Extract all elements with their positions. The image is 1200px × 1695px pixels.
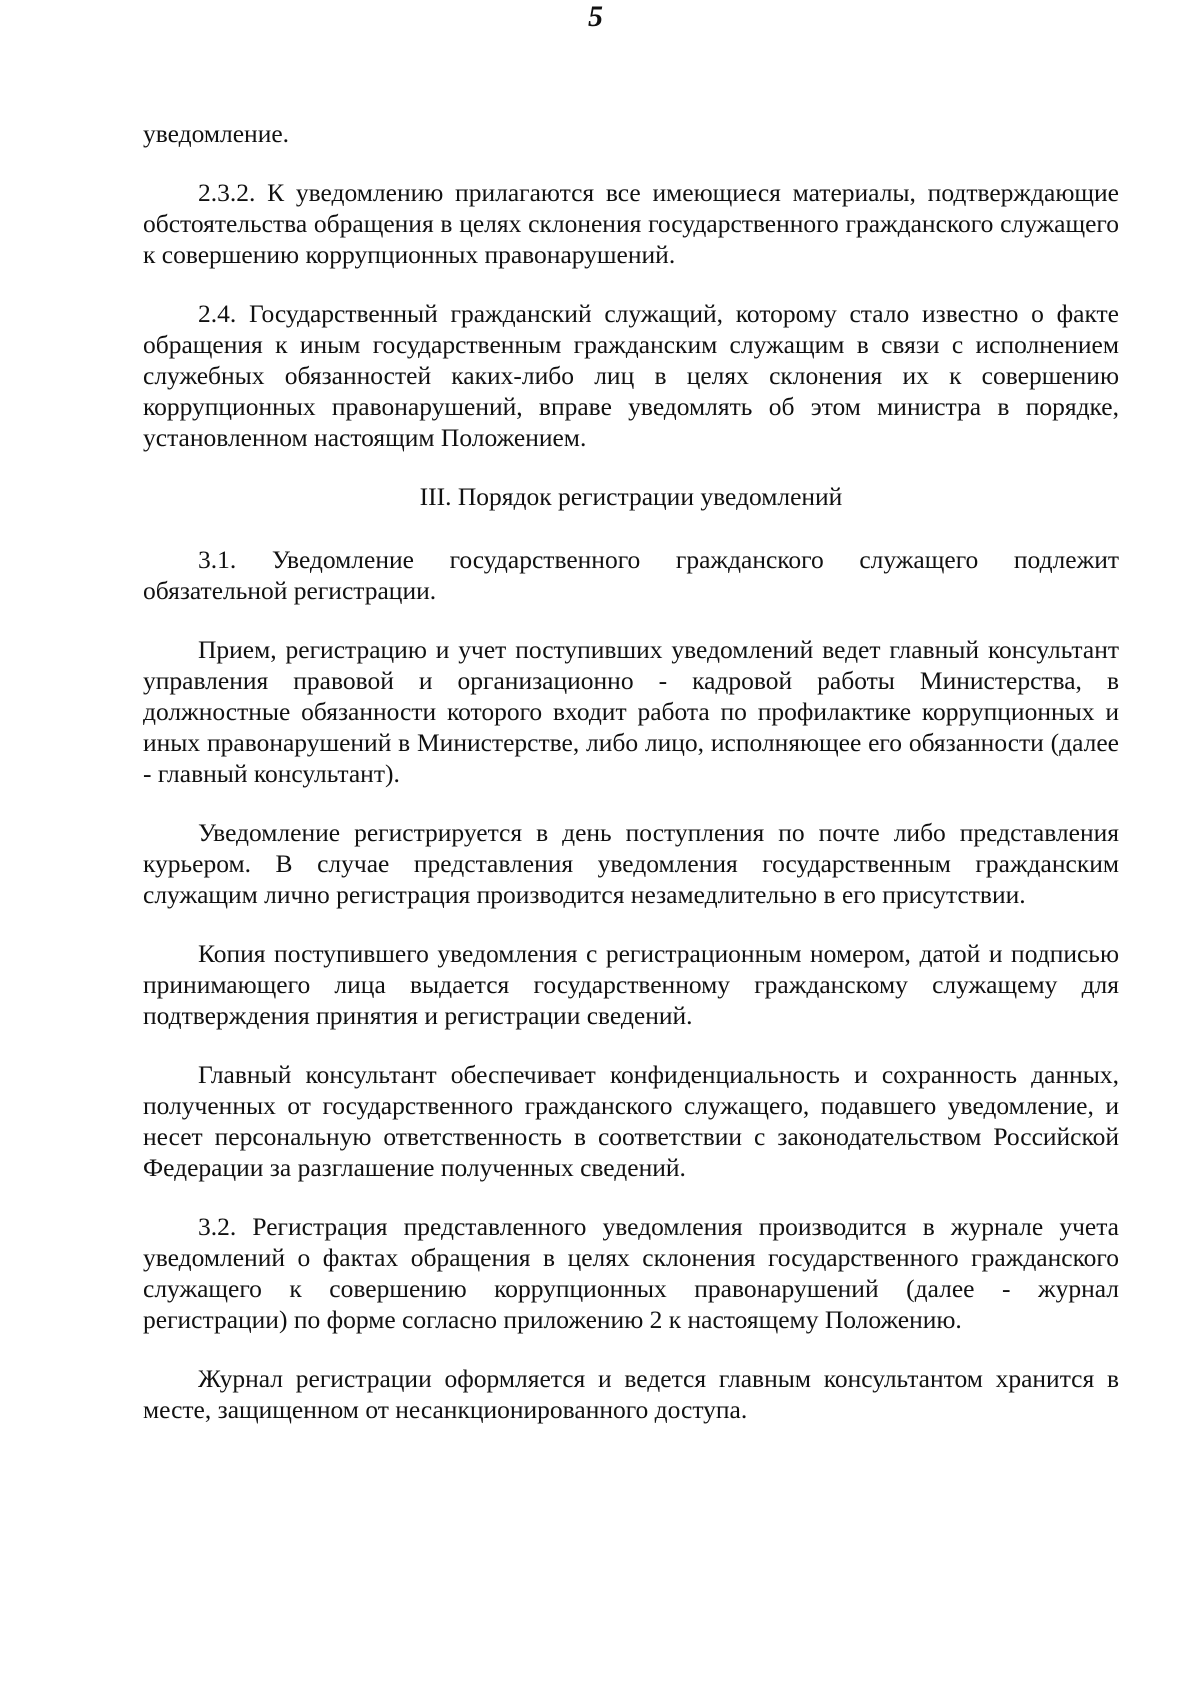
paragraph-continuation: уведомление. <box>143 119 290 148</box>
section-heading: III. Порядок регистрации уведомлений <box>419 482 843 511</box>
paragraph-confidentiality: Главный консультант обеспечивает конфиденциальность и сохранность данных, полученных от государственного гражданского служащего, подавшего уведомление, и несет персональную ответственность в соответствии с законодательством Российской Федерации за разглашение полученных сведений. <box>143 1060 1119 1182</box>
paragraph-3-2: 3.2. Регистрация представленного уведомления производится в журнале учета уведомлений о фактах обращения в целях склонения государственного гражданского служащего к совершению коррупционных правонарушений (далее - журнал регистрации) по форме согласно приложению 2 к настоящему Положению. <box>143 1212 1119 1334</box>
paragraph-3-1: 3.1. Уведомление государственного гражданского служащего подлежит обязательной регистрации. <box>143 545 1119 605</box>
paragraph-2-4: 2.4. Государственный гражданский служащий, которому стало известно о факте обращения к иным государственным гражданским служащим в связи с исполнением служебных обязанностей каких-либо лиц в целях склонения их к совершению коррупционных правонарушений, вправе уведомлять об этом министра в порядке, установленном настоящим Положением. <box>143 299 1119 452</box>
paragraph-copy: Копия поступившего уведомления с регистрационным номером, датой и подписью принимающего лица выдается государственному гражданскому служащему для подтверждения принятия и регистрации сведений. <box>143 939 1119 1030</box>
paragraph-reception: Прием, регистрацию и учет поступивших уведомлений ведет главный консультант управления правовой и организационно - кадровой работы Министерства, в должностные обязанности которого входит работа по профилактике коррупционных и иных правонарушений в Министерстве, либо лицо, исполняющее его обязанности (далее - главный консультант). <box>143 635 1119 788</box>
paragraph-2-3-2: 2.3.2. К уведомлению прилагаются все имеющиеся материалы, подтверждающие обстоятельства обращения в целях склонения государственного гражданского служащего к совершению коррупционных правонарушений. <box>143 178 1119 269</box>
page-number: 5 <box>588 0 603 33</box>
document-body <box>143 118 1119 1453</box>
paragraph-registration-day: Уведомление регистрируется в день поступления по почте либо представления курьером. В случае представления уведомления государственным гражданским служащим лично регистрация производится незамедлительно в его присутствии. <box>143 818 1119 909</box>
paragraph-journal: Журнал регистрации оформляется и ведется главным консультантом хранится в месте, защищенном от несанкционированного доступа. <box>143 1364 1119 1424</box>
